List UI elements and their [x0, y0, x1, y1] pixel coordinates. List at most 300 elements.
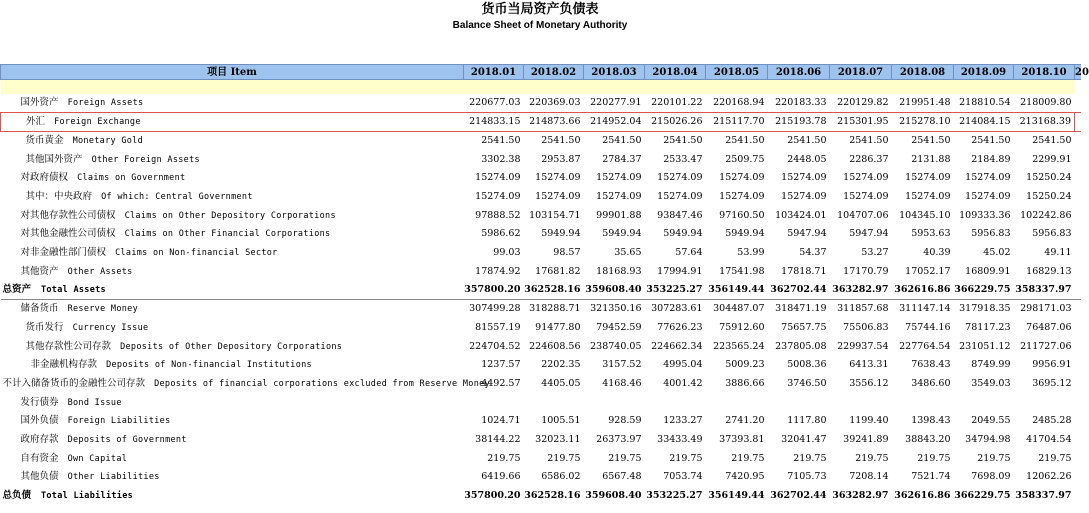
value-cell: 15274.09 [657, 191, 703, 203]
table-row [1, 319, 1081, 338]
row-label-cn: 国外负债 [20, 415, 59, 427]
value-cell: 38843.20 [905, 434, 951, 446]
value-cell: 37393.81 [719, 434, 765, 446]
table-row [1, 487, 1081, 506]
partial-cell [1075, 356, 1081, 375]
value-cell: 3157.52 [602, 359, 642, 371]
value-cell: 220129.82 [837, 97, 889, 109]
value-cell: 1199.40 [849, 415, 889, 427]
value-cell [584, 393, 645, 412]
value-cell: 97888.52 [475, 209, 521, 221]
value-cell: 8749.99 [971, 359, 1011, 371]
value-cell: 227764.54 [899, 340, 951, 352]
row-label-cn: 非金融机构存款 [30, 359, 98, 371]
value-cell: 223565.24 [713, 340, 765, 352]
row-label-cn: 对其他存款性公司债权 [20, 209, 116, 221]
value-cell: 6586.02 [541, 471, 581, 483]
value-cell: 1398.43 [911, 415, 951, 427]
partial-cell [1075, 337, 1081, 356]
value-cell: 359608.40 [584, 281, 645, 300]
partial-cell [1075, 412, 1081, 431]
value-cell: 15274.09 [719, 172, 765, 184]
value-cell: 54.37 [799, 247, 827, 259]
value-cell: 2448.05 [787, 153, 827, 165]
row-label [1, 468, 464, 487]
value-cell: 15274.09 [719, 191, 765, 203]
row-label-en: Of which: Central Government [101, 192, 253, 203]
value-cell: 5947.94 [849, 228, 889, 240]
value-cell: 219.75 [669, 452, 703, 464]
row-label-en: Monetary Gold [72, 136, 144, 147]
value-cell: 311857.68 [837, 303, 889, 315]
value-cell: 220101.22 [651, 97, 703, 109]
row-label-cn: 对政府债权 [20, 172, 69, 184]
value-cell: 15274.09 [535, 172, 581, 184]
value-cell: 75912.60 [719, 321, 765, 333]
value-cell: 7053.74 [663, 471, 703, 483]
value-cell: 2541.50 [1032, 135, 1072, 147]
row-label-cn: 其他存款性公司存款 [25, 340, 112, 352]
value-cell: 5949.94 [663, 228, 703, 240]
value-cell: 2533.47 [663, 153, 703, 165]
row-label-cn: 发行债券 [20, 396, 59, 408]
value-cell: 93847.46 [657, 209, 703, 221]
value-cell: 1233.27 [663, 415, 703, 427]
value-cell: 2286.37 [849, 153, 889, 165]
table-row [1, 94, 1081, 113]
value-cell: 218009.80 [1020, 97, 1072, 109]
row-label-en: Claims on Other Depository Corporations [124, 210, 336, 221]
value-cell: 35.65 [614, 247, 642, 259]
row-label [1, 263, 464, 282]
value-cell: 5008.36 [787, 359, 827, 371]
period-column-header: 2018.10 [1014, 65, 1075, 80]
row-label-cn: 对非金融性部门债权 [20, 247, 107, 259]
value-cell: 78117.23 [965, 321, 1011, 333]
value-cell: 7420.95 [725, 471, 765, 483]
table-row [1, 393, 1081, 412]
value-cell: 2541.50 [541, 135, 581, 147]
value-cell: 214952.04 [584, 113, 645, 132]
value-cell: 7638.43 [911, 359, 951, 371]
row-label-en: Other Assets [67, 266, 133, 277]
value-cell: 5947.94 [787, 228, 827, 240]
value-cell: 219.75 [487, 452, 521, 464]
value-cell: 1237.57 [481, 359, 521, 371]
value-cell: 3886.66 [725, 377, 765, 389]
row-label [1, 431, 464, 450]
value-cell: 75657.75 [781, 321, 827, 333]
value-cell: 215026.26 [645, 113, 706, 132]
spacer-cell [830, 80, 892, 95]
row-label-en: Foreign Assets [67, 98, 144, 109]
value-cell: 224662.34 [651, 340, 703, 352]
value-cell: 215193.78 [768, 113, 830, 132]
row-label-en: Deposits of financial corporations excluded from Reserve Money [154, 378, 490, 389]
row-label [1, 393, 464, 412]
row-label-cn: 自有资金 [20, 452, 59, 464]
period-column-header: 2018.04 [645, 65, 706, 80]
row-label-cn: 其他负债 [20, 471, 59, 483]
value-cell: 2299.91 [1032, 153, 1072, 165]
row-label [1, 132, 464, 151]
value-cell: 220183.33 [775, 97, 827, 109]
partial-cell [1075, 113, 1081, 132]
value-cell: 363282.97 [832, 490, 889, 502]
value-cell: 1005.51 [541, 415, 581, 427]
row-label [1, 113, 464, 132]
row-label-en: Claims on Government [77, 173, 186, 184]
value-cell: 39241.89 [843, 434, 889, 446]
value-cell: 2541.50 [849, 135, 889, 147]
value-cell: 4405.05 [541, 377, 581, 389]
row-label-en: Deposits of Other Depository Corporations [120, 341, 343, 352]
value-cell [954, 393, 1014, 412]
value-cell: 15250.24 [1026, 172, 1072, 184]
value-cell: 3695.12 [1032, 377, 1072, 389]
value-cell: 75744.16 [905, 321, 951, 333]
value-cell: 102242.86 [1020, 209, 1072, 221]
row-label [1, 150, 464, 169]
value-cell: 6567.48 [602, 471, 642, 483]
value-cell: 17541.98 [719, 265, 765, 277]
value-cell: 15274.09 [475, 191, 521, 203]
row-label-cn: 总负债 [2, 490, 32, 502]
value-cell: 224704.52 [469, 340, 521, 352]
value-cell: 357800.20 [464, 490, 521, 502]
spacer-cell [464, 80, 524, 95]
value-cell: 359608.40 [585, 490, 642, 502]
value-cell: 358337.97 [1015, 490, 1072, 502]
value-cell: 211727.06 [1020, 340, 1072, 352]
row-label-cn: 货币黄金 [25, 135, 64, 147]
value-cell: 17170.79 [843, 265, 889, 277]
value-cell: 318471.19 [775, 303, 827, 315]
spacer-cell [524, 80, 584, 95]
value-cell: 362528.16 [524, 281, 584, 300]
value-cell: 15274.09 [535, 191, 581, 203]
value-cell: 40.39 [923, 247, 951, 259]
value-cell: 2784.37 [602, 153, 642, 165]
spacer-cell [706, 80, 768, 95]
value-cell: 2541.50 [725, 135, 765, 147]
value-cell: 53.99 [737, 247, 765, 259]
table-row [1, 449, 1081, 468]
value-cell: 99.03 [493, 247, 521, 259]
row-label [1, 319, 464, 338]
value-cell: 3302.38 [481, 153, 521, 165]
row-label-cn: 其中：中央政府 [25, 191, 93, 203]
value-cell: 12062.26 [1026, 471, 1072, 483]
value-cell: 231051.12 [959, 340, 1011, 352]
value-cell: 366229.75 [954, 281, 1014, 300]
value-cell: 15274.09 [596, 191, 642, 203]
value-cell: 219.75 [793, 452, 827, 464]
page-title: 货币当局资产负债表 [481, 2, 599, 17]
value-cell: 219.75 [547, 452, 581, 464]
table-row [1, 206, 1081, 225]
value-cell [706, 393, 768, 412]
value-cell: 15274.09 [965, 191, 1011, 203]
value-cell: 104707.06 [837, 209, 889, 221]
value-cell [830, 393, 892, 412]
partial-cell [1075, 150, 1081, 169]
value-cell: 2953.87 [541, 153, 581, 165]
value-cell: 362702.44 [770, 490, 827, 502]
value-cell: 6419.66 [481, 471, 521, 483]
value-cell: 2541.50 [663, 135, 703, 147]
row-label-en: Reserve Money [67, 304, 139, 315]
value-cell: 17681.82 [535, 265, 581, 277]
value-cell: 362528.16 [524, 490, 581, 502]
row-label [1, 412, 464, 431]
partial-cell [1075, 449, 1081, 468]
value-cell: 318288.71 [529, 303, 581, 315]
value-cell: 362616.86 [892, 281, 954, 300]
row-label [1, 300, 464, 319]
spacer-cell [1, 80, 464, 95]
value-cell: 218810.54 [959, 97, 1011, 109]
value-cell: 219.75 [1038, 452, 1072, 464]
value-cell: 91477.80 [535, 321, 581, 333]
value-cell: 5956.83 [1032, 228, 1072, 240]
value-cell: 15250.24 [1026, 191, 1072, 203]
value-cell: 38144.22 [475, 434, 521, 446]
value-cell [645, 393, 706, 412]
row-label-en: Other Foreign Assets [91, 154, 200, 165]
row-label [1, 94, 464, 113]
value-cell: 2485.28 [1032, 415, 1072, 427]
row-label [1, 281, 464, 300]
value-cell: 229937.54 [837, 340, 889, 352]
value-cell: 5956.83 [971, 228, 1011, 240]
value-cell [464, 393, 524, 412]
value-cell: 2184.89 [971, 153, 1011, 165]
table-row [1, 281, 1081, 300]
row-label-cn: 对其他金融性公司债权 [20, 228, 116, 240]
row-label [1, 169, 464, 188]
value-cell: 32041.47 [781, 434, 827, 446]
partial-cell [1075, 94, 1081, 113]
value-cell: 7698.09 [971, 471, 1011, 483]
row-label-en: Bond Issue [67, 397, 122, 408]
spacer-cell [1075, 80, 1081, 95]
value-cell: 1117.80 [787, 415, 827, 427]
spacer-cell [954, 80, 1014, 95]
period-column-header: 2018.08 [892, 65, 954, 80]
value-cell: 307283.61 [651, 303, 703, 315]
value-cell: 928.59 [608, 415, 642, 427]
value-cell: 5949.94 [725, 228, 765, 240]
value-cell: 49.11 [1044, 247, 1072, 259]
value-cell: 2541.50 [787, 135, 827, 147]
value-cell: 2541.50 [602, 135, 642, 147]
value-cell: 213168.39 [1014, 113, 1075, 132]
value-cell: 5009.23 [725, 359, 765, 371]
row-label-cn: 政府存款 [20, 434, 59, 446]
value-cell [524, 393, 584, 412]
value-cell: 298171.03 [1020, 303, 1072, 315]
row-label-cn: 总资产 [2, 284, 32, 296]
partial-cell [1075, 468, 1081, 487]
value-cell: 17994.91 [657, 265, 703, 277]
value-cell: 15274.09 [843, 172, 889, 184]
value-cell: 311147.14 [899, 303, 951, 315]
value-cell: 307499.28 [469, 303, 521, 315]
partial-cell [1075, 393, 1081, 412]
value-cell: 15274.09 [475, 172, 521, 184]
value-cell: 2541.50 [481, 135, 521, 147]
value-cell: 5986.62 [481, 228, 521, 240]
row-label-en: Other Liabilities [67, 472, 160, 483]
value-cell: 220677.03 [469, 97, 521, 109]
value-cell: 219951.48 [899, 97, 951, 109]
value-cell: 224608.56 [529, 340, 581, 352]
value-cell: 26373.97 [596, 434, 642, 446]
value-cell: 4168.46 [602, 377, 642, 389]
value-cell: 237805.08 [775, 340, 827, 352]
value-cell: 220168.94 [713, 97, 765, 109]
value-cell: 5949.94 [541, 228, 581, 240]
partial-cell [1075, 281, 1081, 300]
value-cell: 34794.98 [965, 434, 1011, 446]
period-column-header: 2018.01 [464, 65, 524, 80]
value-cell: 219.75 [917, 452, 951, 464]
row-label-en: Deposits of Government [67, 435, 187, 446]
value-cell: 15274.09 [965, 172, 1011, 184]
table-row [1, 337, 1081, 356]
value-cell: 215301.95 [830, 113, 892, 132]
spacer-cell [892, 80, 954, 95]
row-label-cn: 不计入储备货币的金融性公司存款 [2, 377, 146, 389]
partial-cell [1075, 169, 1081, 188]
value-cell: 219.75 [977, 452, 1011, 464]
period-column-header-partial: 20 [1075, 66, 1089, 78]
value-cell: 5949.94 [602, 228, 642, 240]
table-row [1, 150, 1081, 169]
row-label [1, 188, 464, 207]
value-cell: 304487.07 [713, 303, 765, 315]
value-cell [768, 393, 830, 412]
value-cell: 17818.71 [781, 265, 827, 277]
value-cell: 5953.63 [911, 228, 951, 240]
table-row [1, 300, 1081, 319]
table-row [1, 113, 1081, 132]
value-cell: 32023.11 [535, 434, 581, 446]
value-cell: 353225.27 [646, 490, 703, 502]
value-cell: 214873.66 [524, 113, 584, 132]
table-row [1, 412, 1081, 431]
value-cell: 16829.13 [1026, 265, 1072, 277]
row-label [1, 449, 464, 468]
value-cell: 220277.91 [590, 97, 642, 109]
value-cell: 81557.19 [475, 321, 521, 333]
period-column-header: 2018.03 [584, 65, 645, 80]
row-label-en: Total Liabilities [40, 491, 134, 502]
table-row [1, 468, 1081, 487]
value-cell: 3556.12 [849, 377, 889, 389]
value-cell: 219.75 [855, 452, 889, 464]
period-column-header: 2018.05 [706, 65, 768, 80]
value-cell: 3746.50 [787, 377, 827, 389]
partial-cell [1075, 244, 1081, 263]
value-cell: 358337.97 [1014, 281, 1075, 300]
partial-cell [1075, 132, 1081, 151]
partial-cell [1075, 375, 1081, 394]
table-row [1, 263, 1081, 282]
value-cell: 2541.50 [971, 135, 1011, 147]
period-column-header: 2018.09 [954, 65, 1014, 80]
value-cell: 53.27 [861, 247, 889, 259]
value-cell: 362702.44 [768, 281, 830, 300]
value-cell: 15274.09 [781, 172, 827, 184]
value-cell: 33433.49 [657, 434, 703, 446]
balance-sheet-table [0, 64, 1089, 505]
value-cell: 97160.50 [719, 209, 765, 221]
row-label [1, 244, 464, 263]
partial-cell [1075, 300, 1081, 319]
value-cell: 2741.20 [725, 415, 765, 427]
value-cell: 7208.14 [849, 471, 889, 483]
header-row [1, 65, 1081, 80]
value-cell: 75506.83 [843, 321, 889, 333]
row-label-en: Own Capital [67, 453, 128, 464]
row-label [1, 206, 464, 225]
value-cell: 238740.05 [590, 340, 642, 352]
value-cell: 3549.03 [971, 377, 1011, 389]
partial-cell [1075, 206, 1081, 225]
value-cell: 98.57 [553, 247, 581, 259]
table-row [1, 132, 1081, 151]
value-cell: 9956.91 [1032, 359, 1072, 371]
value-cell: 353225.27 [645, 281, 706, 300]
value-cell: 41704.54 [1026, 434, 1072, 446]
spacer-row [1, 80, 1081, 95]
row-label-en: Foreign Liabilities [67, 416, 171, 427]
row-label [1, 356, 464, 375]
value-cell: 2509.75 [725, 153, 765, 165]
value-cell: 7521.74 [911, 471, 951, 483]
partial-cell [1075, 431, 1081, 450]
value-cell: 219.75 [608, 452, 642, 464]
value-cell: 15274.09 [596, 172, 642, 184]
value-cell: 99901.88 [596, 209, 642, 221]
value-cell: 103154.71 [529, 209, 581, 221]
row-label-cn: 外汇 [26, 116, 46, 128]
spacer-cell [645, 80, 706, 95]
value-cell: 7105.73 [787, 471, 827, 483]
value-cell: 2131.88 [911, 153, 951, 165]
value-cell: 6413.31 [849, 359, 889, 371]
row-label-cn: 货币发行 [25, 321, 64, 333]
value-cell: 363282.97 [830, 281, 892, 300]
value-cell: 17874.92 [475, 265, 521, 277]
value-cell: 214084.15 [954, 113, 1014, 132]
value-cell: 214833.15 [464, 113, 524, 132]
value-cell: 4001.42 [663, 377, 703, 389]
value-cell: 2202.35 [541, 359, 581, 371]
value-cell: 76487.06 [1026, 321, 1072, 333]
row-label-en: Currency Issue [72, 322, 149, 333]
partial-cell [1075, 263, 1081, 282]
value-cell: 45.02 [983, 247, 1011, 259]
period-column-header: 2018.06 [768, 65, 830, 80]
spacer-cell [1014, 80, 1075, 95]
partial-cell [1075, 188, 1081, 207]
value-cell: 362616.86 [894, 490, 951, 502]
table-row [1, 169, 1081, 188]
value-cell: 2541.50 [911, 135, 951, 147]
